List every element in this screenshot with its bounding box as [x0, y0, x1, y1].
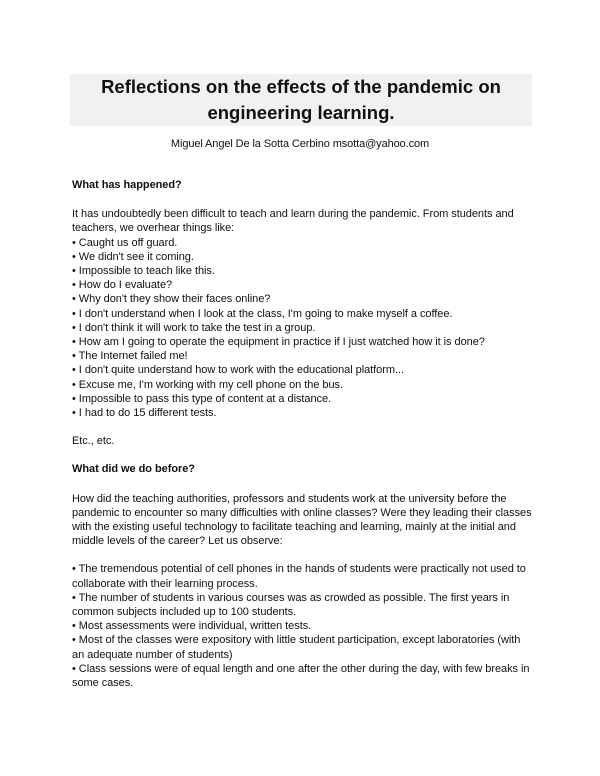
intro-line-1: It has undoubtedly been difficult to teach and learn during the pandemic. From students and: [72, 208, 514, 221]
list-item: • I don't understand when I look at the class, I'm going to make myself a coffee.: [72, 307, 453, 320]
list-item: • Caught us off guard.: [72, 236, 178, 249]
title-line-2: engineering learning.: [70, 100, 532, 126]
section2-intro-line: with the existing useful technology to facilitate teaching and learning, mainly at the initial and: [72, 521, 516, 534]
intro-line-2: teachers, we overhear things like:: [72, 222, 235, 235]
list-item: • Class sessions were of equal length and one after the other during the day, with few breaks in: [72, 662, 530, 675]
author-line: Miguel Angel De la Sotta Cerbino msotta@yahoo.com: [170, 138, 430, 150]
document-body: [72, 178, 534, 690]
list-item: • I don't think it will work to take the test in a group.: [72, 321, 316, 334]
list-item: • I don't quite understand how to work with the educational platform...: [72, 364, 404, 377]
list-item: • I had to do 15 different tests.: [72, 407, 217, 420]
list-item: common subjects included up to 100 students.: [72, 606, 297, 619]
list-item: • Most of the classes were expository with little student participation, except laboratories (with: [72, 634, 521, 647]
list-item: an adequate number of students): [72, 648, 233, 661]
document-title: [70, 74, 532, 126]
list-item: • The tremendous potential of cell phones in the hands of students were practically not used to: [72, 563, 526, 576]
list-item: • The number of students in various courses was as crowded as possible. The first years in: [72, 591, 510, 604]
list-item: • How do I evaluate?: [72, 279, 173, 292]
list-item: collaborate with their learning process.: [72, 577, 258, 590]
list-item: • Excuse me, I'm working with my cell phone on the bus.: [72, 378, 343, 391]
list-item: • Most assessments were individual, written tests.: [72, 620, 312, 633]
list-item: • We didn't see it coming.: [72, 250, 194, 263]
overheard-list: [72, 236, 534, 421]
section2-intro-line: How did the teaching authorities, professors and students work at the university before the: [72, 492, 507, 505]
before-list: [72, 562, 534, 690]
list-item: • How am I going to operate the equipment in practice if I just watched how it is done?: [72, 336, 485, 349]
section2-intro-line: middle levels of the career? Let us observe:: [72, 535, 283, 548]
list-item: • Impossible to teach like this.: [72, 265, 215, 278]
list-item: • Why don't they show their faces online?: [72, 293, 271, 306]
section-heading-what-before: What did we do before?: [72, 463, 195, 476]
closing-text: Etc., etc.: [72, 435, 115, 448]
list-item: • The Internet failed me!: [72, 350, 188, 363]
list-item: some cases.: [72, 677, 134, 690]
section2-intro-line: pandemic to encounter so many difficulties with online classes? Were they leading their classes: [72, 506, 532, 519]
list-item: • Impossible to pass this type of content at a distance.: [72, 392, 332, 405]
title-line-1: Reflections on the effects of the pandemic on: [70, 74, 532, 100]
section-heading-what-happened: What has happened?: [72, 179, 182, 191]
